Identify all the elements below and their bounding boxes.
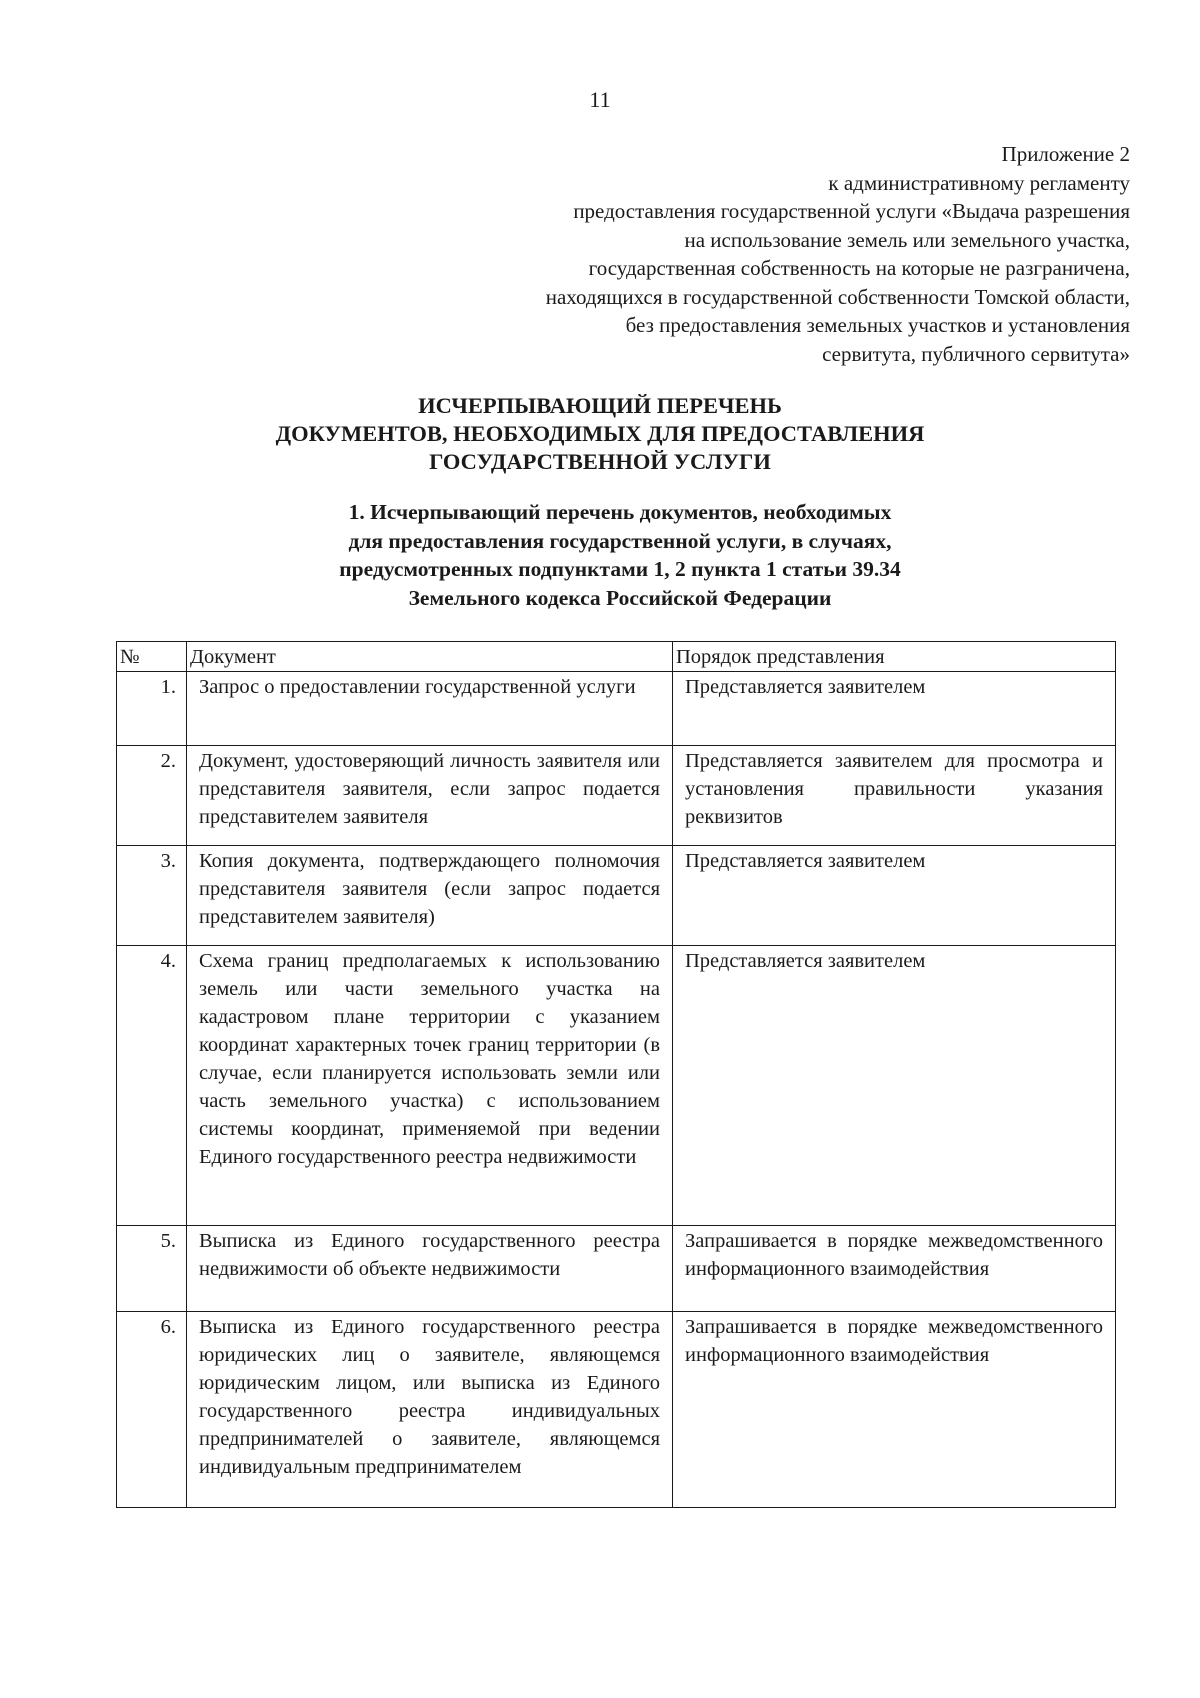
row-document: Запрос о предоставлении государственной услуги: [187, 672, 673, 746]
header-document: Документ: [187, 642, 673, 672]
title-line: ИСЧЕРПЫВАЮЩИЙ ПЕРЕЧЕНЬ: [418, 393, 782, 418]
row-document: Документ, удостоверяющий личность заявителя или представителя заявителя, если запрос подается представителем заявителя: [187, 746, 673, 846]
appendix-header: [370, 140, 1130, 368]
row-order: Запрашивается в порядке межведомственного информационного взаимодействия: [673, 1312, 1116, 1508]
appendix-line: сервитута, публичного сервитута»: [822, 341, 1130, 366]
table-row: [117, 746, 1116, 846]
document-title: [0, 392, 1200, 476]
row-number: 1.: [117, 672, 187, 746]
section-title-line: для предоставления государственной услуги, в случаях,: [348, 528, 892, 553]
row-order: Представляется заявителем: [673, 672, 1116, 746]
header-order: Порядок представления: [673, 642, 1116, 672]
table-row: [117, 946, 1116, 1226]
section-title-line: Земельного кодекса Российской Федерации: [408, 585, 832, 610]
row-order: Представляется заявителем для просмотра и установления правильности указания реквизитов: [673, 746, 1116, 846]
row-number: 2.: [117, 746, 187, 846]
appendix-line: Приложение 2: [1001, 142, 1130, 166]
row-document: Копия документа, подтверждающего полномочия представителя заявителя (если запрос подается представителем заявителя): [187, 846, 673, 946]
row-document: Схема границ предполагаемых к использованию земель или части земельного участка на кадастровом плане территории с указанием координат характерных точек границ территории (в случае, если планируется использовать земли или часть земельного участка) с использованием системы координат, применяемой при ведении Единого государственного реестра недвижимости: [187, 946, 673, 1226]
appendix-line: к административному регламенту: [828, 170, 1130, 195]
row-document: Выписка из Единого государственного реестра юридических лиц о заявителе, являющемся юридическим лицом, или выписка из Единого государственного реестра индивидуальных предпринимателей о заявителе, являющемся индивидуальным предпринимателем: [187, 1312, 673, 1508]
documents-table: [116, 641, 1116, 1508]
appendix-line: на использование земель или земельного участка,: [684, 227, 1130, 252]
page-number: 11: [589, 87, 611, 112]
row-order: Запрашивается в порядке межведомственного информационного взаимодействия: [673, 1226, 1116, 1312]
row-number: 6.: [117, 1312, 187, 1508]
title-line: ГОСУДАРСТВЕННОЙ УСЛУГИ: [429, 449, 771, 474]
appendix-line: без предоставления земельных участков и установления: [625, 313, 1130, 337]
row-number: 3.: [117, 846, 187, 946]
appendix-line: находящихся в государственной собственности Томской области,: [545, 284, 1130, 309]
row-order: Представляется заявителем: [673, 846, 1116, 946]
table-row: [117, 846, 1116, 946]
section-title-line: предусмотренных подпунктами 1, 2 пункта 1 статьи 39.34: [339, 557, 901, 581]
table-header-row: [117, 642, 1116, 672]
appendix-line: государственная собственность на которые не разграничена,: [588, 256, 1130, 280]
row-order: Представляется заявителем: [673, 946, 1116, 1226]
section-title: [0, 498, 1200, 612]
header-num: №: [117, 642, 187, 672]
table-row: [117, 672, 1116, 746]
section-title-line: 1. Исчерпывающий перечень документов, необходимых: [348, 500, 892, 524]
row-document: Выписка из Единого государственного реестра недвижимости об объекте недвижимости: [187, 1226, 673, 1312]
table-row: [117, 1312, 1116, 1508]
row-number: 4.: [117, 946, 187, 1226]
table-row: [117, 1226, 1116, 1312]
appendix-line: предоставления государственной услуги «Выдача разрешения: [573, 199, 1130, 223]
row-number: 5.: [117, 1226, 187, 1312]
title-line: ДОКУМЕНТОВ, НЕОБХОДИМЫХ ДЛЯ ПРЕДОСТАВЛЕНИЯ: [275, 421, 925, 446]
